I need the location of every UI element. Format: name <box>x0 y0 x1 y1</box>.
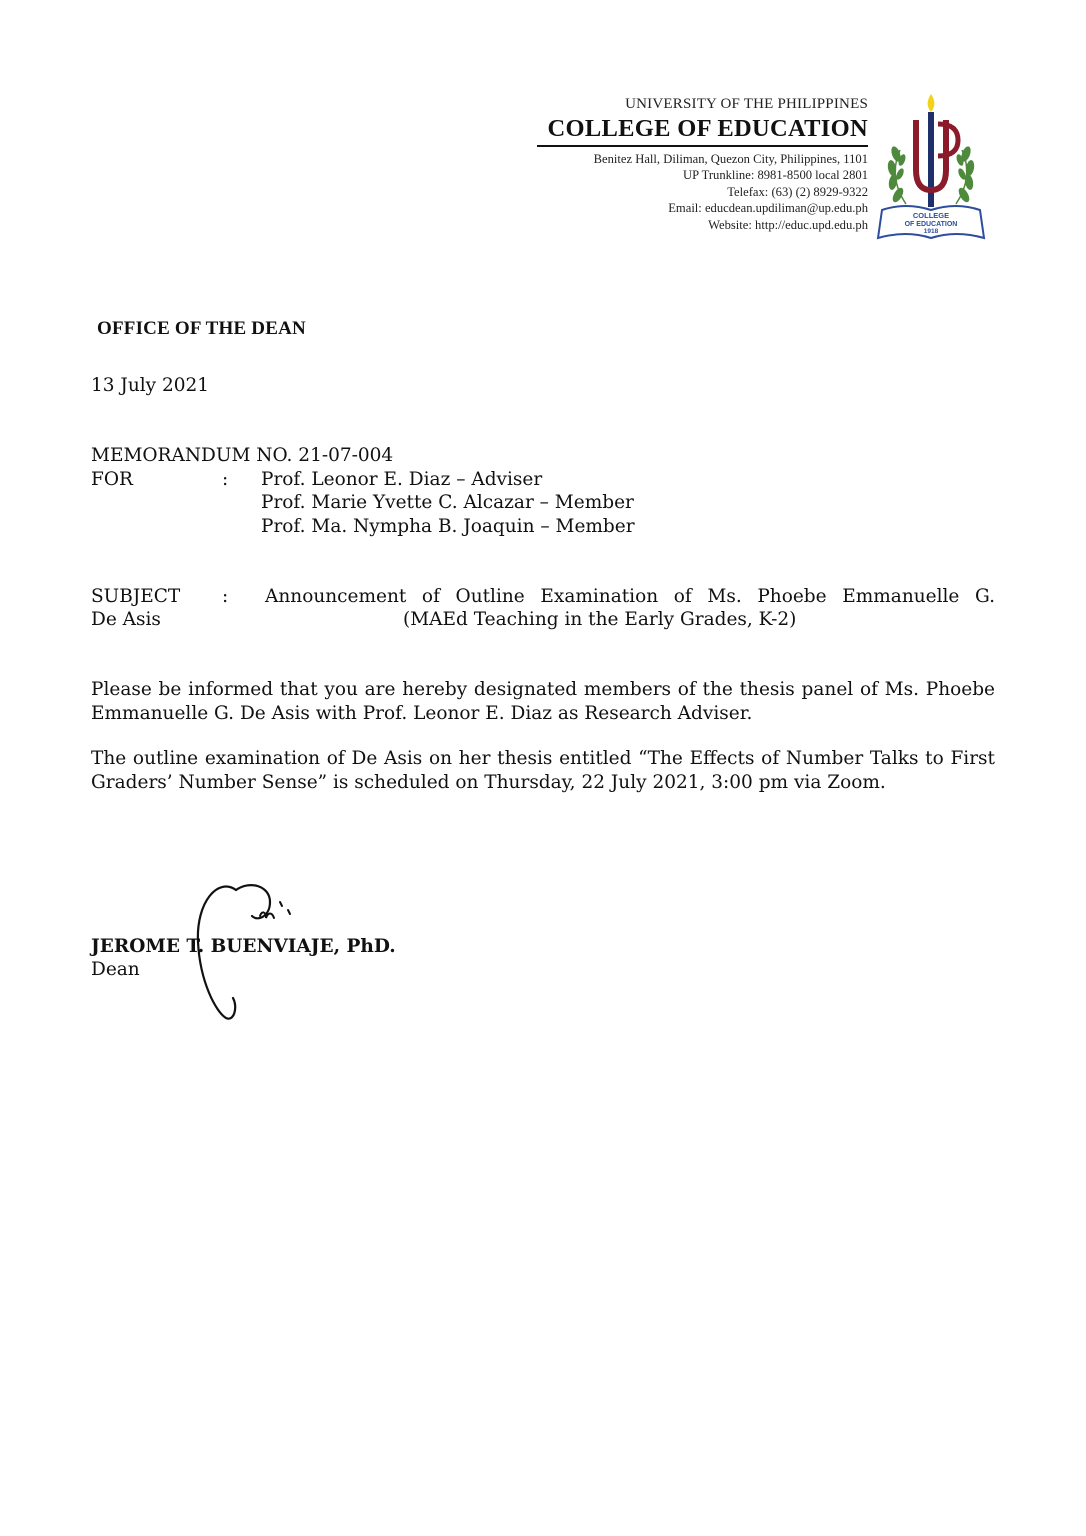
recipient-member-2: Prof. Ma. Nympha B. Joaquin – Member <box>261 516 635 537</box>
recipient-adviser: Prof. Leonor E. Diaz – Adviser <box>261 469 543 490</box>
letterhead-trunkline: UP Trunkline: 8981-8500 local 2801 <box>683 168 868 183</box>
university-name: UNIVERSITY OF THE PHILIPPINES <box>625 96 868 112</box>
subject-colon: : <box>222 586 229 607</box>
seal-banner-line1: COLLEGE <box>912 211 950 220</box>
letterhead-email: Email: educdean.updiliman@up.edu.ph <box>668 201 868 216</box>
for-colon: : <box>222 469 229 490</box>
body-paragraph-panel: Please be informed that you are hereby designated members of the thesis panel of Ms. Phoebe Emmanuelle G. De Asis with Prof. Leonor E. Diaz as Research Adviser. <box>91 679 995 724</box>
college-seal-logo <box>876 92 988 242</box>
signatory-name: JEROME T. BUENVIAJE, PhD. <box>91 936 396 957</box>
seal-banner-line3: 1918 <box>923 228 939 235</box>
memo-date: 13 July 2021 <box>91 375 210 396</box>
for-label: FOR <box>91 469 133 490</box>
letterhead <box>500 94 868 234</box>
subject-text-line2: (MAEd Teaching in the Early Grades, K-2) <box>403 609 797 630</box>
subject-label: SUBJECT <box>91 586 181 607</box>
signatory-title: Dean <box>91 959 140 980</box>
body-paragraph-schedule: The outline examination of De Asis on her thesis entitled “The Effects of Number Talks to First Graders’ Number Sense” is scheduled on Thursday, 22 July 2021, 3:00 pm via Zoom. <box>91 748 995 793</box>
recipient-member-1: Prof. Marie Yvette C. Alcazar – Member <box>261 492 634 513</box>
letterhead-address: Benitez Hall, Diliman, Quezon City, Philippines, 1101 <box>593 151 868 166</box>
subject-text-line1: Announcement of Outline Examination of Ms. Phoebe Emmanuelle G. <box>265 586 995 607</box>
office-heading: OFFICE OF THE DEAN <box>97 318 306 339</box>
letterhead-website: Website: http://educ.upd.edu.ph <box>708 217 868 232</box>
college-name: COLLEGE OF EDUCATION <box>547 115 868 142</box>
letterhead-telefax: Telefax: (63) (2) 8929-9322 <box>727 184 868 199</box>
seal-banner-line2: OF EDUCATION <box>904 221 958 228</box>
subject-text-continuation: De Asis <box>91 609 161 630</box>
letterhead-divider <box>537 145 868 147</box>
memo-number: MEMORANDUM NO. 21-07-004 <box>91 445 394 466</box>
